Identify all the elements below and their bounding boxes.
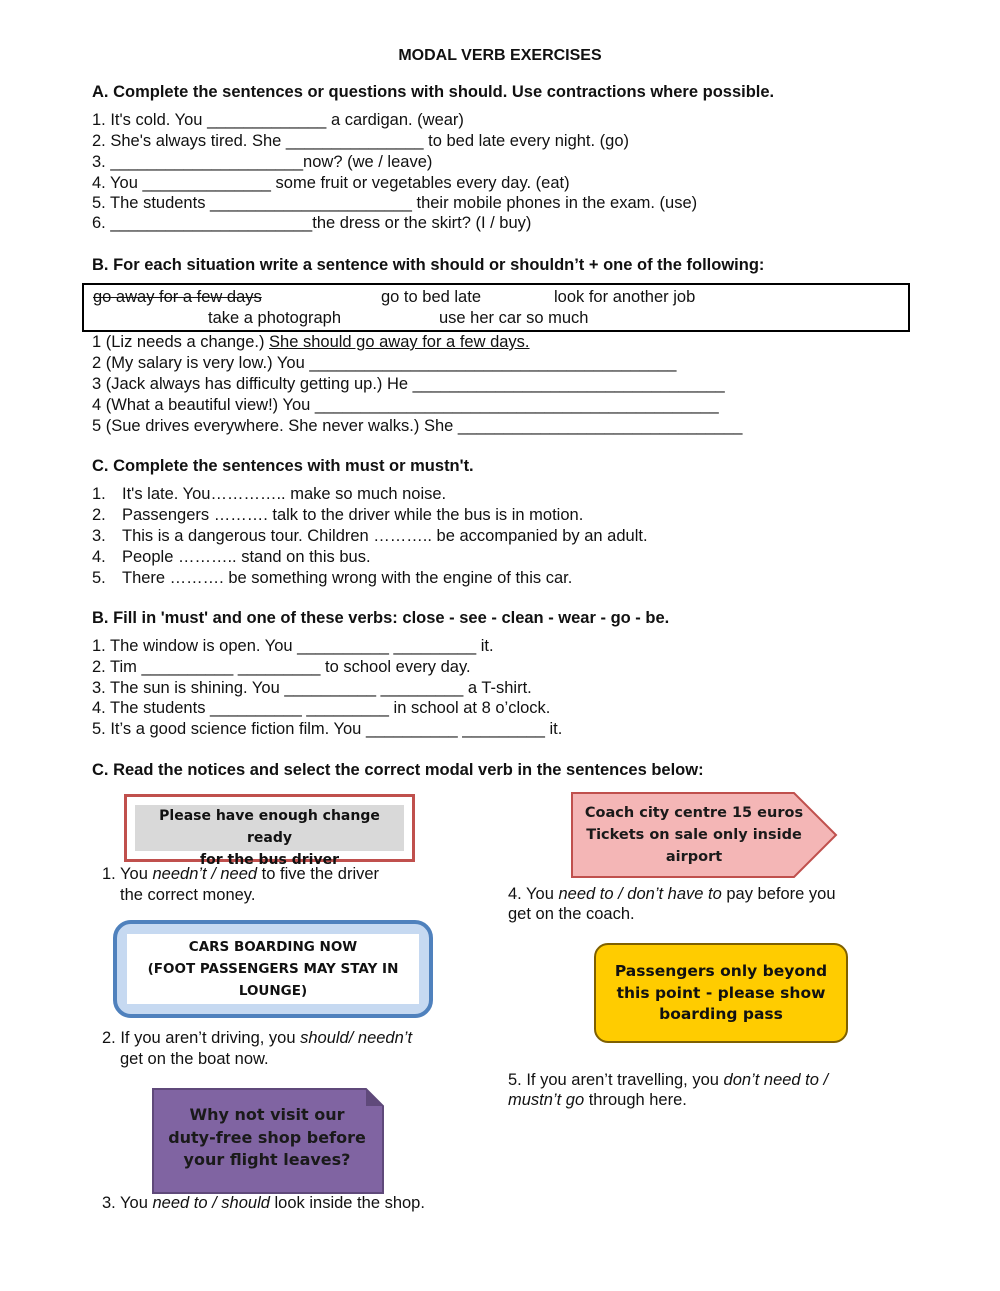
section-c1-heading: C. Complete the sentences with must or mustn't.: [92, 457, 474, 475]
example-answer: She should go away for a few days.: [269, 333, 530, 351]
question-5: 5. If you aren’t travelling, you don’t need to /: [508, 1071, 829, 1089]
page-title: MODAL VERB EXERCISES: [398, 47, 602, 64]
section-c1-item: 5. There ………. be something wrong with the engine of this car.: [92, 569, 573, 587]
question-2: 2. If you aren’t driving, you should/ needn’t: [102, 1029, 413, 1047]
section-b1-line: 4 (What a beautiful view!) You ____________________________________________: [92, 396, 719, 414]
section-b2-line: 2. Tim __________ _________ to school every day.: [92, 658, 471, 676]
section-b2-heading: B. Fill in 'must' and one of these verbs: close - see - clean - wear - go - be.: [92, 609, 670, 627]
notice-cars-boarding: [113, 920, 433, 1018]
notice-line: for the bus driver: [200, 852, 339, 868]
phrase-box: [82, 283, 910, 332]
phrase-item: take a photograph: [208, 309, 342, 327]
section-b1-line: 5 (Sue drives everywhere. She never walks.) She _______________________________: [92, 417, 743, 435]
section-a-line: 3. _____________________now? (we / leave): [92, 153, 433, 171]
section-c1-item: 1. It's late. You………….. make so much noise.: [92, 485, 447, 503]
question-1: 1. You needn’t / need to five the driver: [102, 865, 380, 883]
notice-coach: Coach city centre 15 euros Tickets on sale only inside airport: [584, 805, 804, 865]
question-5-cont: mustn’t go through here.: [508, 1091, 687, 1109]
question-3: 3. You need to / should look inside the shop.: [102, 1194, 425, 1212]
section-b2-line: 1. The window is open. You __________ _________ it.: [92, 637, 494, 655]
section-a-line: 5. The students ______________________ their mobile phones in the exam. (use): [92, 194, 698, 212]
section-b1-line: 3 (Jack always has difficulty getting up.) He __________________________________: [92, 375, 725, 393]
section-b2-line: 5. It’s a good science fiction film. You __________ _________ it.: [92, 720, 563, 738]
notice-line: LOUNGE): [238, 983, 308, 999]
notice-duty-free: Why not visit our duty-free shop before your flight leaves?: [168, 1105, 366, 1169]
section-a-line: 1. It's cold. You _____________ a cardigan. (wear): [92, 111, 464, 129]
question-4: 4. You need to / don’t have to pay before you: [508, 885, 836, 903]
section-a-line: 4. You ______________ some fruit or vegetables every day. (eat): [92, 174, 570, 192]
question-2-cont: get on the boat now.: [120, 1050, 269, 1068]
section-a-line: 2. She's always tired. She _______________ to bed late every night. (go): [92, 132, 630, 150]
section-b2-line: 3. The sun is shining. You __________ _________ a T-shirt.: [92, 679, 532, 697]
section-b1-heading: B. For each situation write a sentence with should or shouldn’t + one of the following:: [92, 256, 765, 274]
section-b2-line: 4. The students __________ _________ in school at 8 o’clock.: [92, 699, 551, 717]
section-c2-heading: C. Read the notices and select the correct modal verb in the sentences below:: [92, 761, 704, 779]
section-c1-item: 3. This is a dangerous tour. Children ……….. be accompanied by an adult.: [92, 527, 648, 545]
question-1-cont: the correct money.: [120, 886, 256, 904]
phrase-item: go away for a few days: [93, 288, 262, 306]
section-b1-line: 2 (My salary is very low.) You ________________________________________: [92, 354, 677, 372]
section-a-line: 6. ______________________the dress or the skirt? (I / buy): [92, 214, 532, 232]
notice-line: (FOOT PASSENGERS MAY STAY IN: [147, 961, 399, 977]
question-4-cont: get on the coach.: [508, 905, 635, 923]
notice-bus-driver: [124, 794, 415, 868]
notice-line: CARS BOARDING NOW: [188, 939, 358, 955]
phrase-item: go to bed late: [381, 288, 481, 306]
section-c1-item: 2. Passengers ………. talk to the driver while the bus is in motion.: [92, 506, 584, 524]
notice-line: Please have enough change ready: [159, 808, 380, 846]
phrase-item: look for another job: [554, 288, 696, 306]
example-prefix: 1 (Liz needs a change.): [92, 333, 270, 351]
phrase-item: use her car so much: [439, 309, 589, 327]
notice-boarding-pass: Passengers only beyond this point - please show boarding pass: [594, 943, 848, 1043]
section-b1-example: [92, 332, 530, 353]
section-c1-item: 4. People ……….. stand on this bus.: [92, 548, 371, 566]
section-a-heading: A. Complete the sentences or questions with should. Use contractions where possible.: [92, 83, 775, 101]
